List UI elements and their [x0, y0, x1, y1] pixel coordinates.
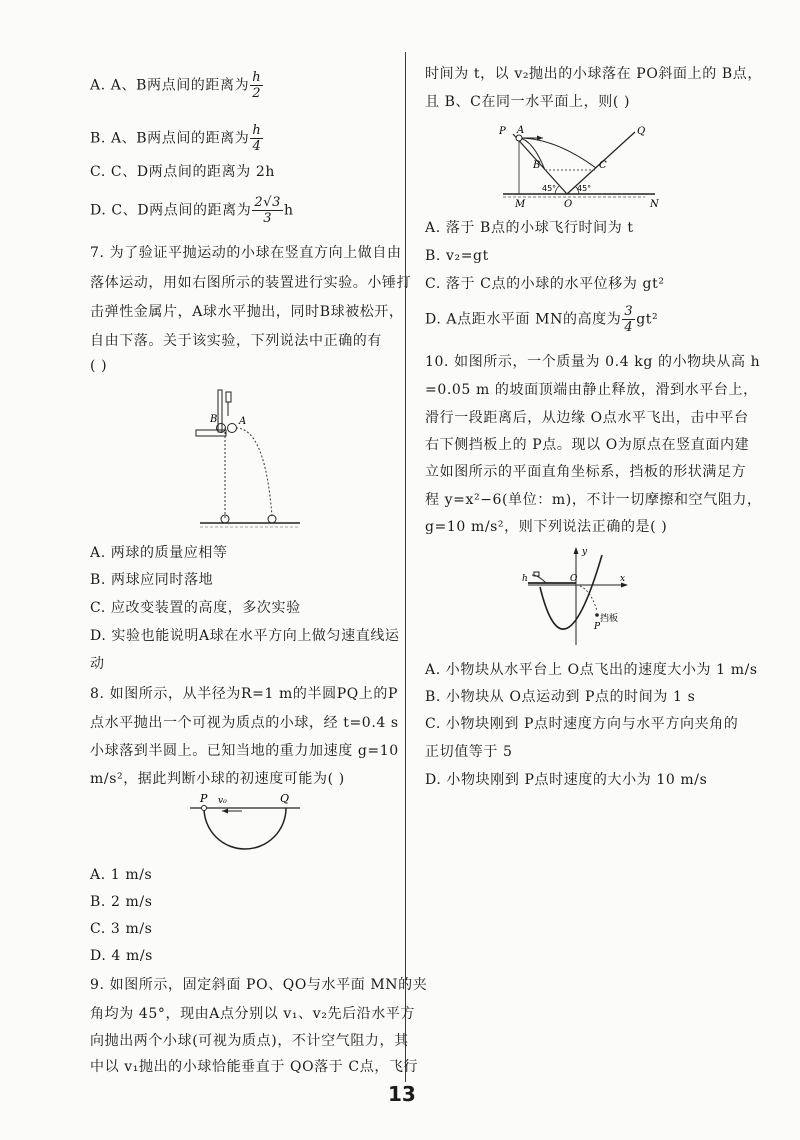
q6-option-a: A. A、B两点间的距离为 $\frac{h}{2}$	[90, 70, 262, 101]
label-p: P	[499, 126, 506, 137]
label-p: P	[200, 792, 208, 805]
label-a: A	[517, 125, 525, 136]
q7-option-a: A. 两球的质量应相等	[90, 545, 228, 561]
q7-line-3: 击弹性金属片，A球水平抛出，同时B球被松开，	[90, 304, 404, 320]
q9-line-2: 角均为 45°，现由A点分别以 v₁、v₂先后沿水平方	[90, 1006, 416, 1022]
ball-a-landed	[268, 515, 276, 523]
q8-option-b: B. 2 m/s	[90, 894, 153, 910]
q6-option-c: C. C、D两点间的距离为 2h	[90, 164, 276, 180]
label-h: h	[522, 574, 528, 584]
q7-line-4: 自由下落。关于该实验，下列说法中正确的有	[90, 333, 382, 349]
q7-line-1: 7. 为了验证平抛运动的小球在竖直方向上做自由	[90, 245, 402, 261]
q7-answer-bracket: ( )	[90, 358, 108, 374]
q8-figure	[190, 790, 300, 852]
label-c: C	[599, 160, 607, 171]
ball-a-path	[236, 428, 272, 516]
label-b: B	[533, 160, 541, 171]
q10-option-c: C. 小物块刚到 P点时速度方向与水平方向夹角的	[425, 716, 739, 732]
parabola-board	[540, 555, 602, 629]
q10-line-5: 立如图所示的平面直角坐标系，挡板的形状满足方	[425, 464, 747, 480]
q8-option-d: D. 4 m/s	[90, 948, 153, 964]
q10-line-4: 右下侧挡板上的 P点。现以 O为原点在竖直面内建	[425, 437, 750, 453]
label-y: y	[582, 547, 588, 557]
q9-line-3: 向抛出两个小球(可视为质点)，不计空气阻力，其	[90, 1033, 409, 1049]
q7-option-d-cont: 动	[90, 656, 105, 672]
q9-line-4: 中以 v₁抛出的小球恰能垂直于 QO落于 C点，飞行	[90, 1059, 419, 1075]
label-o: O	[570, 574, 578, 584]
label-q: Q	[637, 126, 646, 137]
q7-figure	[190, 388, 310, 533]
q7-option-d: D. 实验也能说明A球在水平方向上做匀速直线运	[90, 628, 400, 644]
q9-line-1: 9. 如图所示，固定斜面 PO、QO与水平面 MN的夹	[90, 977, 428, 993]
label-angle-right: 45°	[577, 184, 592, 193]
q10-line-6: 程 y=x²−6(单位：m)，不计一切摩擦和空气阻力，	[425, 492, 762, 508]
q7-line-2: 落体运动，用如右图所示的装置进行实验。小锤打	[90, 275, 412, 291]
q9-cont-line-2: 且 B、C在同一水平面上，则( )	[425, 94, 631, 110]
q8-line-1: 8. 如图所示，从半径为R=1 m的半圆PQ上的P	[90, 686, 399, 702]
q9-option-b: B. v₂=gt	[425, 248, 489, 264]
q9-option-c: C. 落于 C点的小球的水平位移为 gt²	[425, 276, 665, 292]
q6-option-b: B. A、B两点间的距离为 $\frac{h}{4}$	[90, 123, 262, 154]
label-x: x	[620, 574, 626, 584]
hammer-icon	[226, 392, 231, 402]
q8-line-4: m/s²，据此判断小球的初速度可能为( )	[90, 771, 345, 787]
q9-option-a: A. 落于 B点的小球飞行时间为 t	[425, 220, 634, 236]
q10-figure	[520, 545, 630, 650]
semicircle	[204, 808, 286, 849]
stand-pole	[218, 390, 222, 432]
q9-figure	[495, 120, 665, 208]
label-angle-left: 45°	[542, 184, 557, 193]
q10-line-3: 滑行一段距离后，从边缘 O点水平飞出，击中平台	[425, 410, 749, 426]
label-v0: v₀	[218, 796, 227, 806]
q8-option-c: C. 3 m/s	[90, 921, 153, 937]
label-m: M	[515, 199, 526, 208]
q9-option-d: D. A点距水平面 MN的高度为 $\frac{3}{4}$ gt²	[425, 304, 659, 335]
label-o: O	[564, 199, 573, 208]
q10-line-7: g=10 m/s²，则下列说法正确的是( )	[425, 519, 668, 535]
q6-option-d: D. C、D两点间的距离为 $\frac{2√3}{3}$ h	[90, 195, 294, 226]
q10-option-c-cont: 正切值等于 5	[425, 744, 513, 760]
q8-line-2: 点水平抛出一个可视为质点的小球，经 t=0.4 s	[90, 715, 399, 731]
label-q: Q	[280, 792, 290, 805]
label-n: N	[650, 199, 659, 208]
q7-option-b: B. 两球应同时落地	[90, 572, 214, 588]
q8-option-a: A. 1 m/s	[90, 867, 153, 883]
q10-line-1: 10. 如图所示，一个质量为 0.4 kg 的小物块从高 h	[425, 354, 761, 370]
label-a: A	[239, 416, 247, 427]
label-p: P	[594, 622, 601, 632]
label-b: B	[210, 414, 218, 425]
label-board: 挡板	[600, 614, 619, 624]
ball-a	[228, 424, 237, 433]
q8-line-3: 小球落到半圆上。已知当地的重力加速度 g=10	[90, 743, 399, 759]
q9-cont-line-1: 时间为 t，以 v₂抛出的小球落在 PO斜面上的 B点，	[425, 66, 762, 82]
column-divider	[405, 52, 406, 1082]
q10-line-2: =0.05 m 的坡面顶端由静止释放，滑到水平台上，	[425, 382, 758, 398]
q10-option-b: B. 小物块从 O点运动到 P点的时间为 1 s	[425, 689, 696, 705]
page-number: 13	[388, 1082, 416, 1106]
q10-option-a: A. 小物块从水平台上 O点飞出的速度大小为 1 m/s	[425, 662, 758, 678]
q10-option-d: D. 小物块刚到 P点时速度的大小为 10 m/s	[425, 772, 708, 788]
q7-option-c: C. 应改变装置的高度，多次实验	[90, 600, 301, 616]
